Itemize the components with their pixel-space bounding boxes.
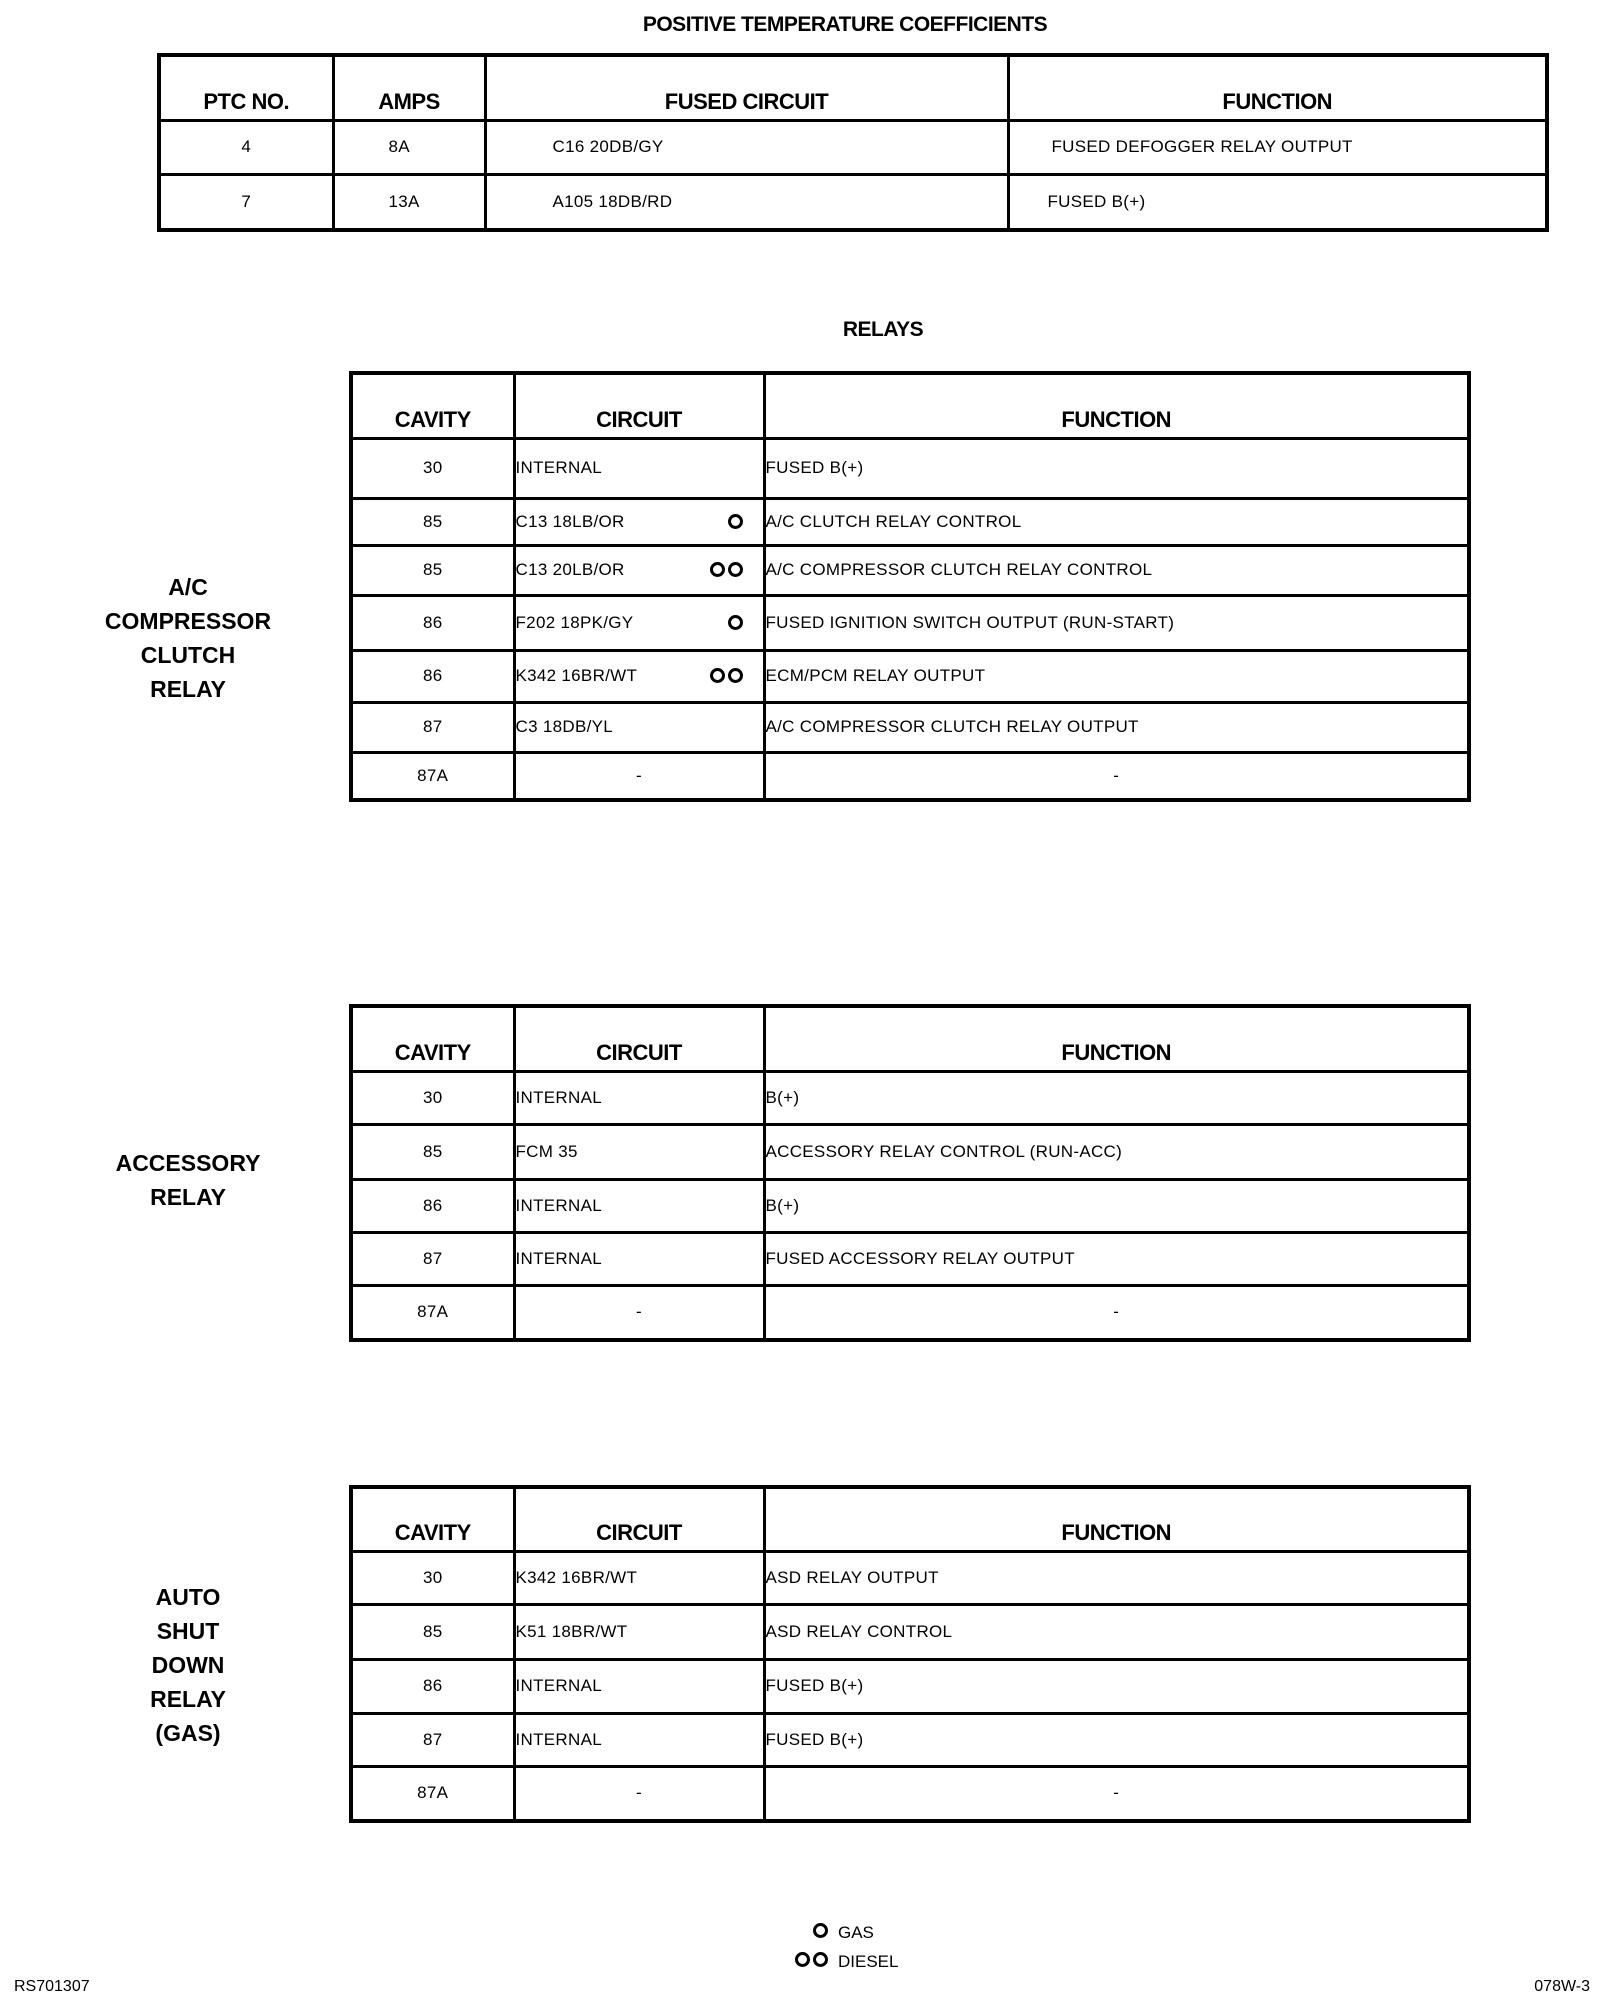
figure-id-right: 078W-3: [1534, 1978, 1590, 1995]
ac-header-circuit: CIRCUIT: [514, 373, 764, 438]
relays-title: RELAYS: [842, 318, 924, 341]
ptc-header-function: FUNCTION: [1008, 55, 1547, 120]
legend: [790, 1918, 898, 1976]
gas-marker-icon: [725, 610, 743, 636]
legend-diesel: [790, 1947, 898, 1976]
table-row: [159, 174, 1547, 230]
ptc-header-no: PTC NO.: [159, 55, 333, 120]
accessory-relay-label: ACCESSORY RELAY: [115, 1150, 261, 1210]
legend-gas-label: GAS: [838, 1922, 874, 1942]
cavity-cell: 30: [351, 1551, 514, 1604]
function-cell: -: [764, 1285, 1469, 1340]
asd-header-circuit: CIRCUIT: [514, 1487, 764, 1551]
gas-marker-icon: [725, 509, 743, 535]
circuit-cell: K342 16BR/WT: [514, 1551, 764, 1604]
ptc-no: 4: [159, 120, 333, 174]
table-row: [351, 1713, 1469, 1766]
table-row: [351, 1179, 1469, 1232]
function-cell: A/C CLUTCH RELAY CONTROL: [764, 498, 1469, 545]
cavity-cell: 85: [351, 1124, 514, 1179]
ptc-header-circuit: FUSED CIRCUIT: [485, 55, 1008, 120]
table-row: [159, 120, 1547, 174]
figure-id-left: RS701307: [14, 1978, 90, 1995]
circuit-cell: C13 20LB/OR: [514, 545, 764, 595]
ptc-circuit: C16 20DB/GY: [485, 120, 1008, 174]
circuit-cell: F202 18PK/GY: [514, 595, 764, 650]
function-cell: FUSED IGNITION SWITCH OUTPUT (RUN-START): [764, 595, 1469, 650]
function-cell: FUSED B(+): [764, 1659, 1469, 1713]
function-cell: FUSED ACCESSORY RELAY OUTPUT: [764, 1232, 1469, 1285]
circuit-cell: INTERNAL: [514, 1232, 764, 1285]
circuit-cell: C13 18LB/OR: [514, 498, 764, 545]
cavity-cell: 87: [351, 702, 514, 752]
circuit-cell: -: [514, 1766, 764, 1821]
function-cell: ACCESSORY RELAY CONTROL (RUN-ACC): [764, 1124, 1469, 1179]
legend-diesel-label: DIESEL: [838, 1951, 899, 1971]
ac-relay-table: [349, 371, 1471, 802]
cavity-cell: 85: [351, 1604, 514, 1659]
table-row: [351, 545, 1469, 595]
function-cell: -: [764, 1766, 1469, 1821]
table-row: [351, 1285, 1469, 1340]
circuit-cell: INTERNAL: [514, 1179, 764, 1232]
cavity-cell: 86: [351, 1179, 514, 1232]
cavity-cell: 87A: [351, 1285, 514, 1340]
acc-header-circuit: CIRCUIT: [514, 1006, 764, 1071]
cavity-cell: 87A: [351, 752, 514, 800]
circuit-cell: INTERNAL: [514, 1659, 764, 1713]
function-cell: ASD RELAY CONTROL: [764, 1604, 1469, 1659]
ptc-no: 7: [159, 174, 333, 230]
ptc-amps: 13A: [333, 174, 485, 230]
cavity-cell: 87: [351, 1713, 514, 1766]
circuit-cell: K342 16BR/WT: [514, 650, 764, 702]
table-row: [351, 1071, 1469, 1124]
circuit-cell: INTERNAL: [514, 438, 764, 498]
circuit-cell: -: [514, 752, 764, 800]
cavity-cell: 86: [351, 650, 514, 702]
cavity-cell: 87A: [351, 1766, 514, 1821]
table-row: [351, 702, 1469, 752]
function-cell: ECM/PCM RELAY OUTPUT: [764, 650, 1469, 702]
table-row: [351, 1766, 1469, 1821]
acc-header-function: FUNCTION: [764, 1006, 1469, 1071]
table-row: [351, 1232, 1469, 1285]
cavity-cell: 86: [351, 1659, 514, 1713]
cavity-cell: 30: [351, 1071, 514, 1124]
circuit-cell: INTERNAL: [514, 1071, 764, 1124]
diesel-marker-icon: [707, 557, 743, 583]
cavity-cell: 85: [351, 498, 514, 545]
circuit-cell: INTERNAL: [514, 1713, 764, 1766]
table-row: [351, 752, 1469, 800]
ptc-function: FUSED DEFOGGER RELAY OUTPUT: [1008, 120, 1547, 174]
table-row: [351, 1659, 1469, 1713]
cavity-cell: 85: [351, 545, 514, 595]
function-cell: -: [764, 752, 1469, 800]
cavity-cell: 30: [351, 438, 514, 498]
table-row: [351, 1604, 1469, 1659]
circuit-cell: -: [514, 1285, 764, 1340]
asd-relay-label: AUTO SHUT DOWN RELAY (GAS): [150, 1584, 226, 1746]
table-row: [351, 1551, 1469, 1604]
ptc-table: [157, 53, 1549, 232]
circuit-cell: FCM 35: [514, 1124, 764, 1179]
cavity-cell: 86: [351, 595, 514, 650]
table-row: [351, 595, 1469, 650]
ptc-function: FUSED B(+): [1008, 174, 1547, 230]
ptc-circuit: A105 18DB/RD: [485, 174, 1008, 230]
function-cell: FUSED B(+): [764, 1713, 1469, 1766]
function-cell: ASD RELAY OUTPUT: [764, 1551, 1469, 1604]
circuit-cell: C3 18DB/YL: [514, 702, 764, 752]
asd-header-cavity: CAVITY: [351, 1487, 514, 1551]
ptc-title: POSITIVE TEMPERATURE COEFFICIENTS: [642, 13, 1048, 36]
circuit-cell: K51 18BR/WT: [514, 1604, 764, 1659]
ptc-amps: 8A: [333, 120, 485, 174]
ac-header-function: FUNCTION: [764, 373, 1469, 438]
function-cell: A/C COMPRESSOR CLUTCH RELAY OUTPUT: [764, 702, 1469, 752]
asd-header-function: FUNCTION: [764, 1487, 1469, 1551]
accessory-relay-table: [349, 1004, 1471, 1342]
gas-marker-icon: [790, 1923, 838, 1943]
acc-header-cavity: CAVITY: [351, 1006, 514, 1071]
asd-relay-table: [349, 1485, 1471, 1823]
table-row: [351, 1124, 1469, 1179]
function-cell: B(+): [764, 1071, 1469, 1124]
diesel-marker-icon: [790, 1952, 838, 1972]
table-row: [351, 650, 1469, 702]
ac-header-cavity: CAVITY: [351, 373, 514, 438]
function-cell: A/C COMPRESSOR CLUTCH RELAY CONTROL: [764, 545, 1469, 595]
table-row: [351, 498, 1469, 545]
table-row: [351, 438, 1469, 498]
function-cell: FUSED B(+): [764, 438, 1469, 498]
ac-relay-label: A/C COMPRESSOR CLUTCH RELAY: [104, 574, 272, 702]
function-cell: B(+): [764, 1179, 1469, 1232]
legend-gas: [790, 1918, 898, 1947]
cavity-cell: 87: [351, 1232, 514, 1285]
diesel-marker-icon: [707, 663, 743, 689]
ptc-header-amps: AMPS: [333, 55, 485, 120]
